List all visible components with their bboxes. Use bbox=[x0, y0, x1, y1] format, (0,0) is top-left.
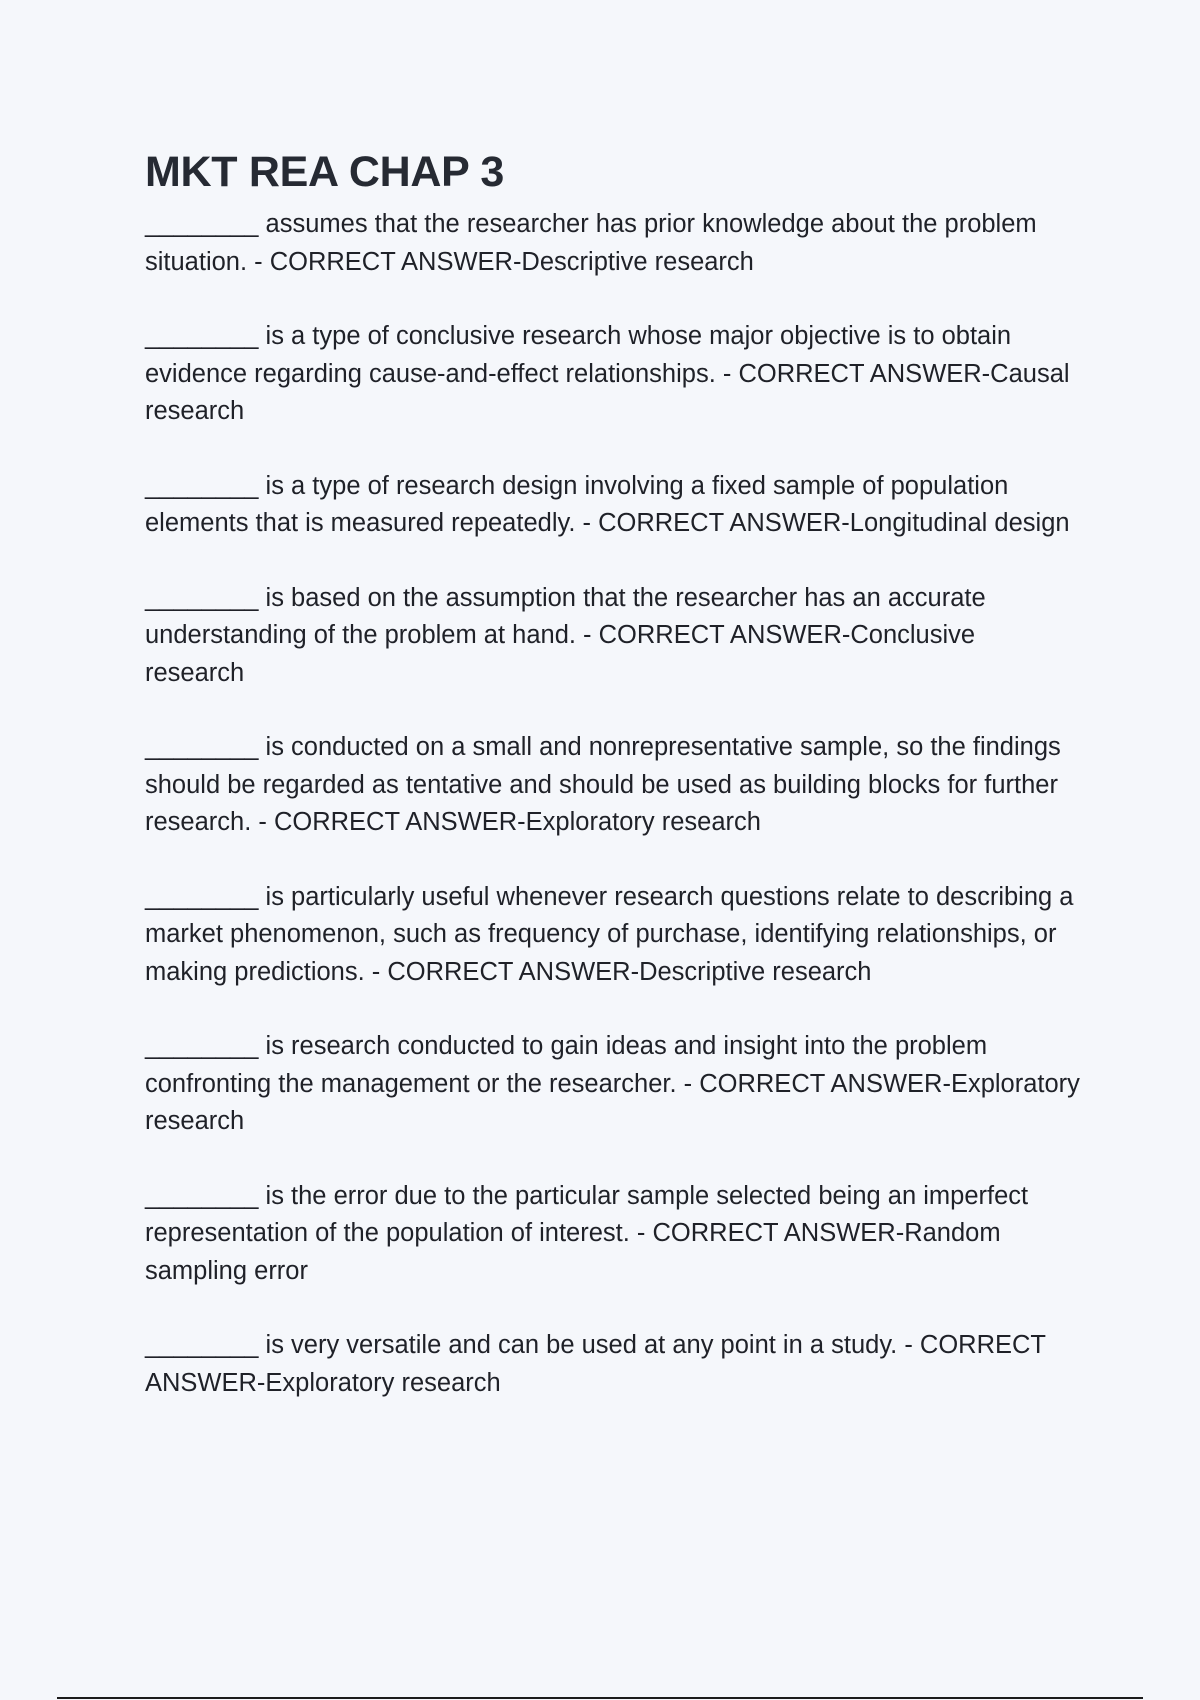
question-item: ________ is the error due to the particular sample selected being an imperfect representation of the population of interest. - CORRECT ANSWER-Random sampling error bbox=[145, 1181, 1029, 1285]
question-item: ________ is particularly useful whenever research questions relate to describing a market phenomenon, such as frequency of purchase, identifying relationships, or making predictions. - CORRECT ANSWER-Descriptive research bbox=[145, 882, 1074, 986]
question-item: ________ is very versatile and can be used at any point in a study. - CORRECT ANSWER-Exploratory research bbox=[145, 1331, 1046, 1397]
question-item: ________ is a type of conclusive research whose major objective is to obtain evidence regarding cause-and-effect relationships. - CORRECT ANSWER-Causal research bbox=[145, 322, 1070, 425]
footer-divider bbox=[57, 1697, 1143, 1699]
question-item: ________ is a type of research design involving a fixed sample of population elements that is measured repeatedly. - CORRECT ANSWER-Longitudinal design bbox=[145, 471, 1070, 537]
question-item: ________ is research conducted to gain ideas and insight into the problem confronting the management or the researcher. - CORRECT ANSWER-Exploratory research bbox=[145, 1032, 1080, 1135]
question-list bbox=[145, 206, 1080, 1402]
question-item: ________ assumes that the researcher has prior knowledge about the problem situation. - CORRECT ANSWER-Descriptive research bbox=[145, 210, 1037, 276]
question-item: ________ is based on the assumption that the researcher has an accurate understanding of the problem at hand. - CORRECT ANSWER-Conclusive research bbox=[145, 583, 986, 687]
page-title: MKT REA CHAP 3 bbox=[145, 148, 504, 196]
document-content bbox=[145, 144, 1080, 1439]
question-item: ________ is conducted on a small and nonrepresentative sample, so the findings should be regarded as tentative and should be used as building blocks for further research. - CORRECT ANSWER-Exploratory research bbox=[145, 733, 1061, 836]
